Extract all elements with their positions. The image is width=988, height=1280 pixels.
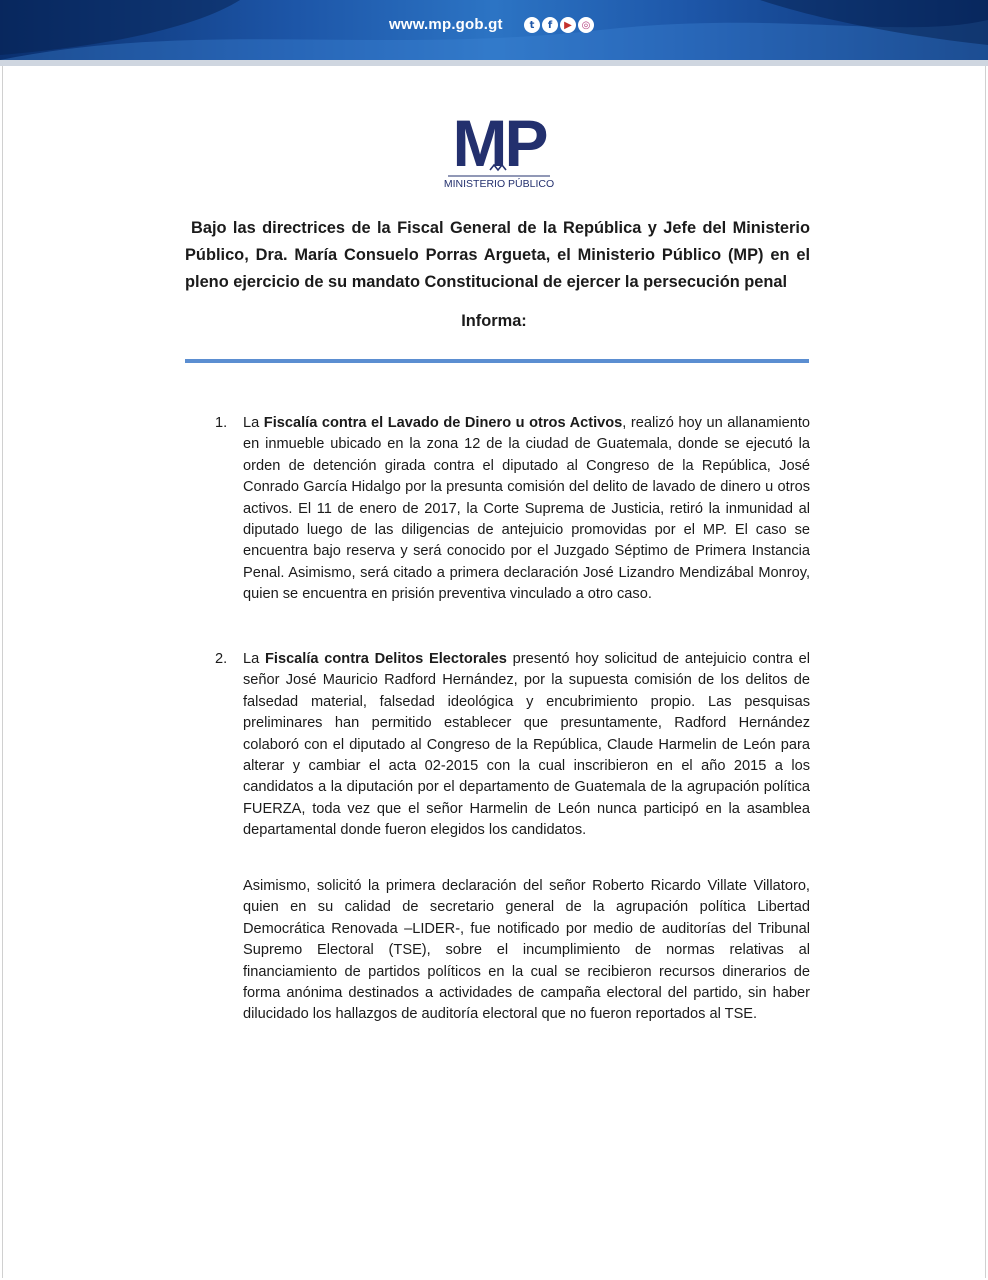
list-item-text: La Fiscalía contra Delitos Electorales presentó hoy solicitud de antejuicio contra el señor José Mauricio Radford Hernández, por la supuesta comisión de los delitos de falsedad material, falsedad ideológica y encubrimiento propio. Las pesquisas preliminares han permitido establecer que presuntamente, Radford Hernández colaboró con el diputado al Congreso de la República, Claude Harmelin de León para alterar y cambiar el acta 02-2015 con la cual inscribieron en el año 2015 a los candidatos a la diputación por el departamento de Guatemala de la agrupación política FUERZA, toda vez que el señor Harmelin de León nunca participó en la asamblea departamental donde fueron elegidos los candidatos. xyxy=(243,651,810,839)
section-divider xyxy=(185,359,809,363)
agency-name: Fiscalía contra el Lavado de Dinero u otros Activos xyxy=(263,415,623,431)
logo-caption: MINISTERIO PÚBLICO xyxy=(443,178,555,190)
facebook-icon[interactable]: f xyxy=(542,17,558,33)
ministerio-publico-logo xyxy=(443,108,555,190)
intro-statement: Bajo las directrices de la Fiscal General de la República y Jefe del Ministerio Público, Dra. María Consuelo Porras Argueta, el Ministerio Público (MP) en el pleno ejercicio de su mandato Constitucional de ejercer la persecución penal xyxy=(185,219,810,291)
instagram-icon[interactable]: ◎ xyxy=(578,17,594,33)
list-item-number: 1. xyxy=(215,415,228,431)
header-url[interactable]: www.mp.gob.gt xyxy=(389,16,503,33)
twitter-icon[interactable]: t xyxy=(524,17,540,33)
agency-name: Fiscalía contra Delitos Electorales xyxy=(264,651,507,667)
list-item-text: La Fiscalía contra el Lavado de Dinero u otros Activos, realizó hoy un allanamiento en inmueble ubicado en la zona 12 de la ciudad de Guatemala, donde se ejecutó la orden de detención girada contra el diputado al Congreso de la República, José Conrado García Hidalgo por la presunta comisión del delito de lavado de dinero u otros activos. El 11 de enero de 2017, la Corte Suprema de Justicia, retiró la inmunidad al diputado luego de las diligencias de antejuicio promovidas por el MP. El caso se encuentra bajo reserva y será conocido por el Juzgado Séptimo de Primera Instancia Penal. Asimismo, será citado a primera declaración José Lizandro Mendizábal Monroy, quien se encuentra en prisión preventiva vinculado a otro caso. xyxy=(243,415,810,603)
youtube-icon[interactable]: ▶ xyxy=(560,17,576,33)
header-band xyxy=(0,0,988,60)
list-item-number: 2. xyxy=(215,651,228,667)
logo-mark: MP xyxy=(452,108,546,180)
social-icons xyxy=(524,17,594,33)
followup-paragraph: Asimismo, solicitó la primera declaración del señor Roberto Ricardo Villate Villatoro, quien en su calidad de secretario general de la agrupación política Libertad Democrática Renovada –LIDER-, fue notificado por medio de auditorías del Tribunal Supremo Electoral (TSE), sobre el incumplimiento de normas relativas al financiamiento de partidos políticos en la cual se recibieron recursos dinerarios de forma anónima destinados a actividades de campaña electoral del partido, sin haber dilucidado los hallazgos de auditoría electoral que no fueron reportados al TSE. xyxy=(243,878,810,1023)
informa-heading: Informa: xyxy=(461,312,527,330)
